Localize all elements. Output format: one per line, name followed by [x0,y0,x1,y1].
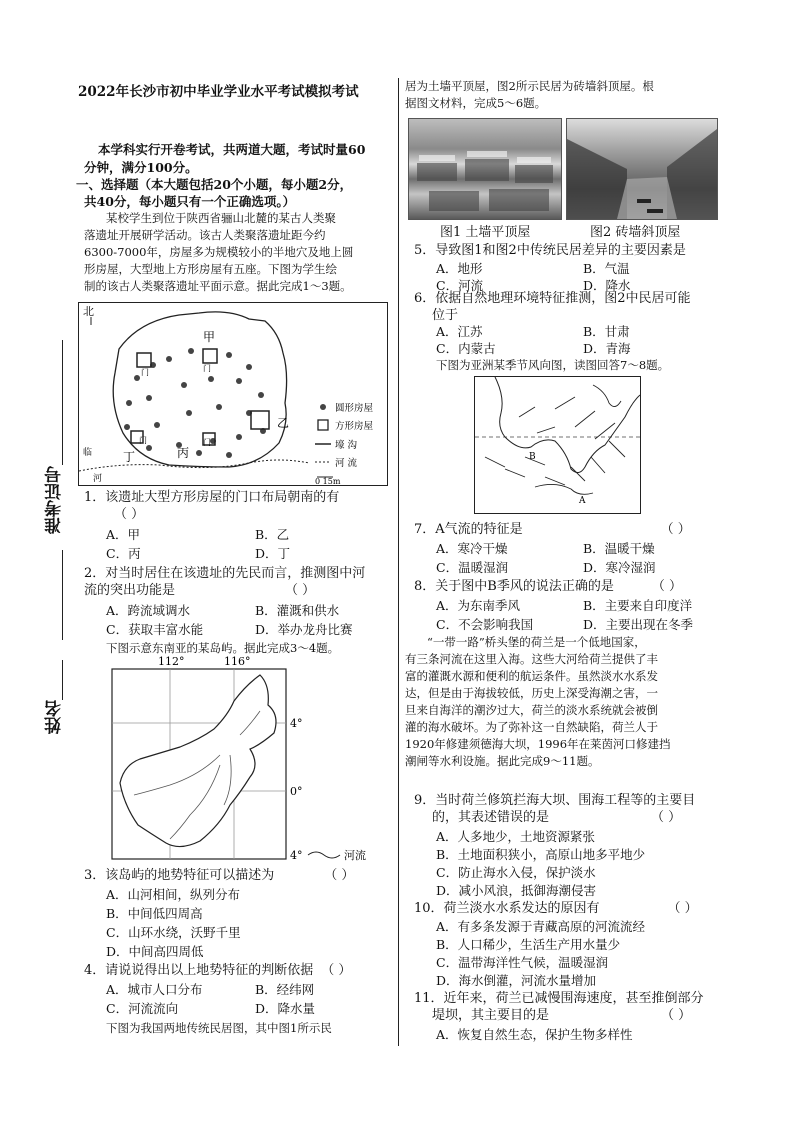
svg-text:0 15m: 0 15m [315,477,341,485]
question-9: 9．当时荷兰修筑拦海大坝、围海工程等的主要目 的，其表述错误的是 （ ） [414,793,696,825]
wind-label-a: A [579,496,586,506]
figure-1-caption: 图1 土墙平顶屋 [440,225,531,240]
svg-text:门: 门 [203,364,211,373]
q6-option-d[interactable]: D．青海 [583,341,631,356]
svg-text:丁: 丁 [123,450,136,464]
q5-option-a[interactable]: A．地形 [436,261,483,276]
q2-option-d[interactable]: D．举办龙舟比赛 [255,622,353,637]
svg-text:门: 门 [141,368,149,377]
q7-option-d[interactable]: D．寒冷湿润 [583,560,656,575]
question-5: 5．导致图1和图2中传统民居差异的主要因素是 [414,243,686,258]
question-2: 2．对当时居住在该遗址的先民而言，推测图中河 流的突出功能是 （ ） [84,566,366,598]
q2-option-a[interactable]: A．跨流域调水 [106,603,191,618]
svg-text:112°: 112° [158,655,185,668]
name-line [62,660,63,700]
q3-option-b[interactable]: B．中间低四周高 [106,906,203,921]
exam-number-line [62,340,63,465]
q7-option-c[interactable]: C．温暖湿润 [436,560,509,575]
svg-text:圆形房屋: 圆形房屋 [335,403,374,414]
passage-5: “一带一路”桥头堡的荷兰是一个低地国家， 有三条河流在这里入海。这些大河给荷兰提供了丰 富的灌溉水源和便利的航运条件。虽然淡水水系发 达，但是由于海拔较低，历史上深受海潮之害，一 旦来自海洋的潮汐过大，荷兰的淡水系统就会被倒 灌的海水破坏。为了弥补这一自然缺陷，荷兰人于 1920年修建须德海大坝，1996年在莱茵河口修建挡 潮闸等水利设施。据此完成9～11题。 [405,635,671,768]
asia-wind-map [474,376,641,514]
svg-text:丙: 丙 [177,446,190,460]
q8-option-a[interactable]: A．为东南季风 [436,598,521,613]
q3-option-d[interactable]: D．中间高四周低 [106,944,204,959]
photo-earth-wall-flat-roof [408,118,562,220]
section-heading-1: 一、选择题（本大题包括20个小题，每小题2分， [76,177,353,192]
q11-answer-paren: （ ） [661,1008,692,1023]
svg-text:乙: 乙 [277,416,290,430]
q10-option-d[interactable]: D．海水倒灌，河流水量增加 [436,973,597,988]
q9-option-a[interactable]: A．人多地少，土地资源紧张 [436,829,596,844]
exam-title: 2022年长沙市初中毕业学业水平考试模拟考试 [78,84,359,100]
q7-option-b[interactable]: B．温暖干燥 [583,541,655,556]
q9-option-d[interactable]: D．减小风浪，抵御海潮侵害 [436,883,597,898]
svg-text:甲: 甲 [203,330,216,344]
question-4: 4．请说说得出以上地势特征的判断依据 （ ） [84,963,352,978]
section-heading-2: 共40分，每小题只有一个正确选项。） [84,194,296,209]
north-label: 北 [83,305,94,318]
svg-text:河 流: 河 流 [335,458,358,469]
svg-text:临: 临 [83,448,93,458]
q5-option-b[interactable]: B．气温 [583,261,630,276]
q4-option-c[interactable]: C．河流流向 [106,1001,179,1016]
svg-text:门: 门 [203,438,211,447]
passage-4: 下图为亚洲某季节风向图，读图回答7～8题。 [436,358,670,372]
name-label: 姓名 [45,700,65,734]
column-divider [398,78,399,1046]
q1-option-a[interactable]: A．甲 [106,527,141,542]
q10-option-a[interactable]: A．有多条发源于青藏高原的河流流经 [436,919,646,934]
island-map [110,655,390,865]
q1-answer-paren: （ ） [114,507,145,522]
wind-label-b: B [529,452,536,462]
river-line [79,460,309,471]
settlement-site-map [78,302,388,486]
svg-text:0°: 0° [290,785,303,798]
q8-answer-paren: （ ） [651,579,682,594]
q10-option-c[interactable]: C．温带海洋性气候，温暖湿润 [436,955,609,970]
q6-option-c[interactable]: C．内蒙古 [436,341,496,356]
q4-option-b[interactable]: B．经纬网 [255,982,315,997]
q6-option-a[interactable]: A．江苏 [436,324,483,339]
question-8: 8．关于图中B季风的说法正确的是 （ ） [414,579,682,594]
q3-option-c[interactable]: C．山环水绕，沃野千里 [106,925,241,940]
question-7: 7．A气流的特征是 （ ） [414,522,691,537]
q9-answer-paren: （ ） [651,810,682,825]
coastline [495,377,640,473]
exam-number-line2 [62,550,63,640]
figure-2-caption: 图2 砖墙斜顶屋 [590,225,681,240]
q4-answer-paren: （ ） [321,963,352,978]
q4-option-a[interactable]: A．城市人口分布 [106,982,203,997]
island-outline [120,675,276,847]
q9-option-b[interactable]: B．土地面积狭小，高原山地多平地少 [436,847,646,862]
q10-option-b[interactable]: B．人口稀少，生活生产用水量少 [436,937,621,952]
q8-option-d[interactable]: D．主要出现在冬季 [583,617,694,632]
svg-text:河: 河 [93,474,103,484]
svg-text:4°: 4° [290,849,303,862]
q9-option-c[interactable]: C．防止海水入侵，保护淡水 [436,865,596,880]
settlement-map-svg [79,303,387,485]
passage-3-continued: 居为土墙平顶屋，图2所示民居为砖墙斜顶屋。根 据图文材料，完成5～6题。 [405,79,654,110]
question-1: 1．该遗址大型方形房屋的门口布局朝南的有 （ ） [84,489,394,523]
q3-option-a[interactable]: A．山河相间，纵列分布 [106,887,241,902]
q5-option-d[interactable]: D．降水 [583,278,631,293]
q1-option-d[interactable]: D．丁 [255,546,291,561]
question-10: 10．荷兰淡水水系发达的原因有 （ ） [414,901,698,916]
q7-answer-paren: （ ） [660,522,691,537]
q10-answer-paren: （ ） [667,901,698,916]
passage-2: 下图示意东南亚的某岛屿。据此完成3～4题。 [106,641,340,655]
svg-text:116°: 116° [224,655,251,668]
svg-text:河流: 河流 [344,849,366,862]
question-11: 11．近年来，荷兰已减慢围海速度，甚至推倒部分 堤坝，其主要目的是 （ ） [414,991,704,1023]
exam-number-label: 准考证号 [45,466,65,534]
q5-option-c[interactable]: C．河流 [436,278,484,293]
q11-option-a[interactable]: A．恢复自然生态，保护生物多样性 [436,1027,633,1042]
q2-option-b[interactable]: B．灌溉和供水 [255,603,340,618]
island-map-svg [110,655,390,865]
svg-text:门: 门 [139,436,147,445]
q1-option-b[interactable]: B．乙 [255,527,290,542]
question-3: 3．该岛屿的地势特征可以描述为 （ ） [84,868,355,883]
q7-option-a[interactable]: A．寒冷干燥 [436,541,508,556]
intro-line-1: 本学科实行开卷考试，共两道大题，考试时量60 [98,142,366,157]
svg-text:4°: 4° [290,717,303,730]
passage-1: 某校学生到位于陕西省骊山北麓的某古人类聚 落遗址开展研学活动。该古人类聚落遗址距今约 6300-7000年，房屋多为规模较小的半地穴及地上圆 形房屋，大型地上方形房屋有五座。下图为学生绘 制的该古人类聚落遗址平面示意。据此完成1～3题。 [84,211,354,293]
q2-option-c[interactable]: C．获取丰富水能 [106,622,204,637]
q3-answer-paren: （ ） [324,868,355,883]
passage-3: 下图为我国两地传统民居图，其中图1所示民 [106,1021,332,1035]
question-6: 6．依据自然地理环境特征推测，图2中民居可能 位于 [414,291,691,323]
q6-option-b[interactable]: B．甘肃 [583,324,630,339]
q1-option-c[interactable]: C．丙 [106,546,141,561]
map1-legend [315,402,374,485]
q4-option-d[interactable]: D．降水量 [255,1001,316,1016]
svg-text:方形房屋: 方形房屋 [335,421,374,432]
svg-text:壕 沟: 壕 沟 [335,440,358,451]
q8-option-c[interactable]: C．不会影响我国 [436,617,534,632]
intro-line-2: 分钟，满分100分。 [84,160,198,175]
q2-answer-paren: （ ） [285,583,316,598]
q8-option-b[interactable]: B．主要来自印度洋 [583,598,693,613]
photo-brick-wall-sloped-roof [566,118,718,220]
wind-map-svg [475,377,640,513]
